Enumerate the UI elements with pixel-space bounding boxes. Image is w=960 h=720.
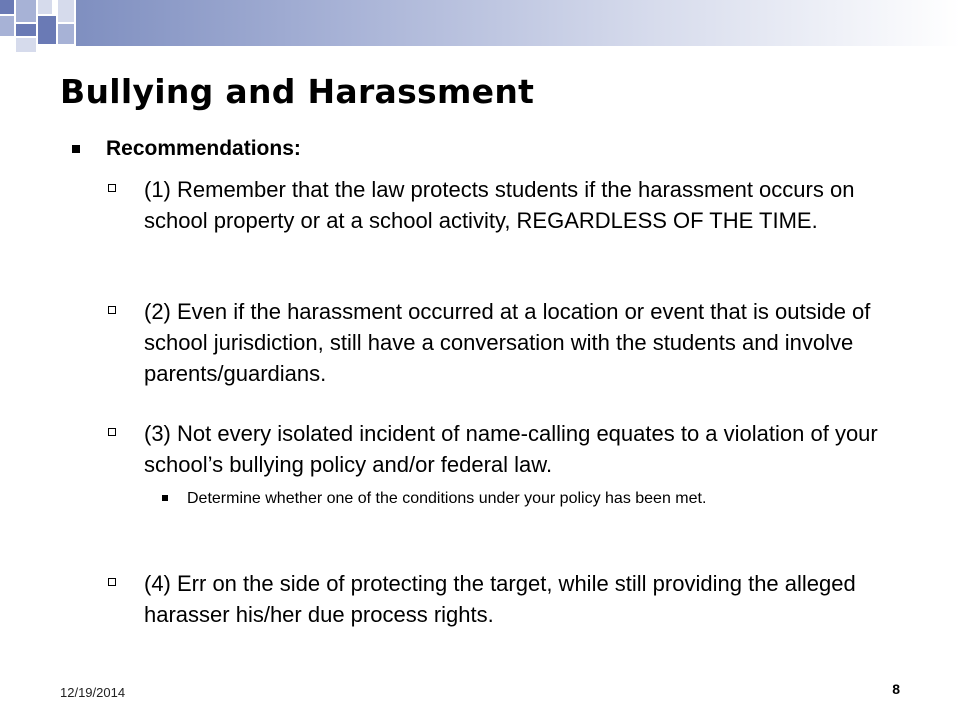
item-text: (1) Remember that the law protects students if the harassment occurs on school property or at a school activity, REGARDLESS OF THE TIME. bbox=[144, 177, 855, 233]
square-bullet-icon bbox=[162, 495, 168, 501]
list-item bbox=[108, 296, 908, 389]
deco-square bbox=[16, 0, 36, 22]
heading-bullet bbox=[60, 137, 920, 161]
item-text: (3) Not every isolated incident of name-calling equates to a violation of your school’s bullying policy and/or federal law. bbox=[144, 421, 878, 477]
deco-square bbox=[58, 0, 74, 22]
hollow-square-bullet-icon bbox=[108, 306, 116, 314]
slide-title: Bullying and Harassment bbox=[60, 72, 535, 111]
item-text: (2) Even if the harassment occurred at a location or event that is outside of school jurisdiction, still have a conversation with the students and involve parents/guardians. bbox=[144, 299, 871, 386]
square-bullet-icon bbox=[72, 145, 80, 153]
deco-square bbox=[16, 38, 36, 52]
hollow-square-bullet-icon bbox=[108, 184, 116, 192]
recommendations-heading: Recommendations: bbox=[106, 137, 301, 160]
sub-list-item bbox=[162, 487, 882, 510]
deco-square bbox=[0, 16, 14, 36]
subitem-text: Determine whether one of the conditions under your policy has been met. bbox=[187, 490, 707, 507]
deco-square bbox=[0, 0, 14, 14]
item-text: (4) Err on the side of protecting the target, while still providing the alleged harasser his/her due process rights. bbox=[144, 571, 856, 627]
list-item bbox=[108, 568, 908, 630]
list-item bbox=[108, 174, 908, 236]
deco-square bbox=[16, 24, 36, 36]
slide-date: 12/19/2014 bbox=[60, 685, 126, 700]
deco-square bbox=[38, 0, 52, 14]
deco-square bbox=[58, 24, 74, 44]
hollow-square-bullet-icon bbox=[108, 428, 116, 436]
page-number: 8 bbox=[892, 681, 900, 697]
list-item bbox=[108, 418, 908, 480]
header-gradient-bar bbox=[76, 0, 960, 46]
hollow-square-bullet-icon bbox=[108, 578, 116, 586]
deco-square bbox=[38, 16, 56, 44]
